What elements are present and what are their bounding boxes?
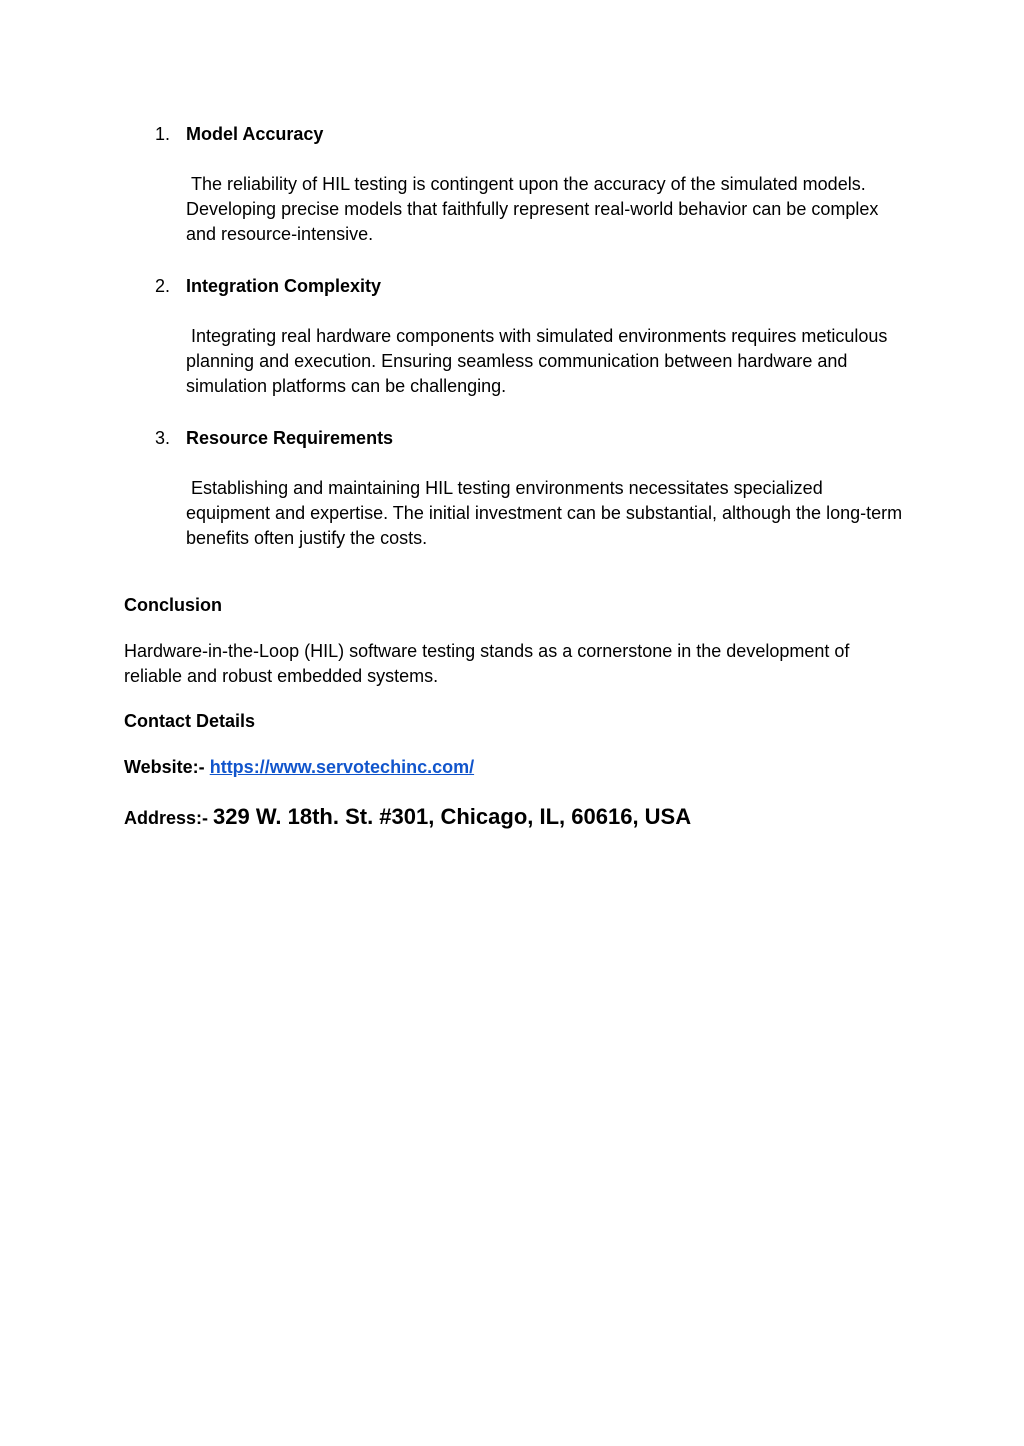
conclusion-text: Hardware-in-the-Loop (HIL) software testing stands as a cornerstone in the development of reliable and robust embedded systems. xyxy=(124,641,850,686)
address-label: Address:- xyxy=(124,808,209,828)
list-item-number: 2. xyxy=(155,276,171,296)
contact-heading: Contact Details xyxy=(124,711,256,731)
contact-section xyxy=(124,709,904,831)
list-item-title: Model Accuracy xyxy=(186,124,324,144)
list-item xyxy=(124,426,908,551)
list-item-title: Integration Complexity xyxy=(186,276,382,296)
list-item-body: Integrating real hardware components with simulated environments requires meticulous planning and execution. Ensuring seamless communication between hardware and simulation platforms can be challenging. xyxy=(186,326,893,396)
list-item xyxy=(124,122,904,247)
list-item-body: Establishing and maintaining HIL testing environments necessitates specialized equipment and expertise. The initial investment can be substantial, although the long-term benefits often justify the costs. xyxy=(186,478,908,548)
list-item-title: Resource Requirements xyxy=(186,428,394,448)
address-line xyxy=(124,804,904,831)
website-line xyxy=(124,755,904,780)
list-item-number: 1. xyxy=(155,124,171,144)
list-item-body: The reliability of HIL testing is contingent upon the accuracy of the simulated models. Developing precise models that faithfully represent real-world behavior can be complex and resource-intensive. xyxy=(186,174,884,244)
list-item xyxy=(124,274,904,399)
conclusion-section xyxy=(124,593,904,689)
conclusion-heading: Conclusion xyxy=(124,595,222,615)
address-value: 329 W. 18th. St. #301, Chicago, IL, 60616, USA xyxy=(213,804,692,829)
list-item-number: 3. xyxy=(155,428,171,448)
website-label: Website:- xyxy=(124,757,205,777)
challenges-list xyxy=(124,122,908,551)
website-link[interactable]: https://www.servotechinc.com/ xyxy=(209,757,475,777)
